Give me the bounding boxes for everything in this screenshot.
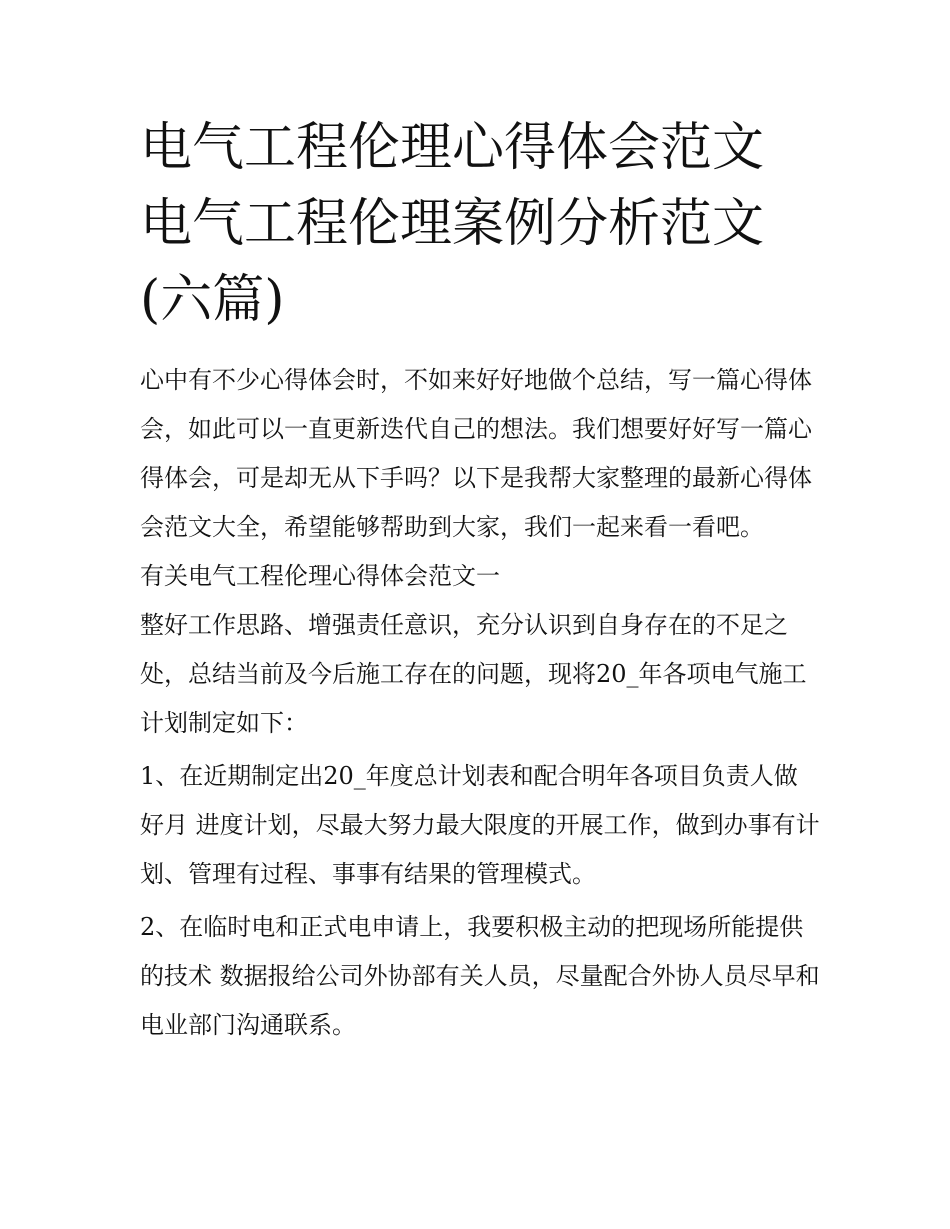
document-body (140, 356, 820, 1050)
section-body-paragraph: 整好工作思路、增强责任意识，充分认识到自身存在的不足之处，总结当前及今后施工存在的问题，现将20_年各项电气施工计划制定如下： (140, 611, 807, 737)
list-item-1: 1、在近期制定出20_年度总计划表和配合明年各项目负责人做好月 进度计划，尽最大努力最大限度的开展工作，做到办事有计划、管理有过程、事事有结果的管理模式。 (140, 762, 820, 888)
document-title: 电气工程伦理心得体会范文 电气工程伦理案例分析范文(六篇) (140, 118, 765, 330)
list-item-2: 2、在临时电和正式电申请上，我要积极主动的把现场所能提供的技术 数据报给公司外协部有关人员，尽量配合外协人员尽早和电业部门沟通联系。 (140, 913, 820, 1039)
intro-paragraph: 心中有不少心得体会时，不如来好好地做个总结，写一篇心得体会，如此可以一直更新迭代自己的想法。我们想要好好写一篇心得体会，可是却无从下手吗？以下是我帮大家整理的最新心得体会范文大全，希望能够帮助到大家，我们一起来看一看吧。 (140, 366, 812, 541)
section-heading: 有关电气工程伦理心得体会范文一 (140, 562, 500, 590)
